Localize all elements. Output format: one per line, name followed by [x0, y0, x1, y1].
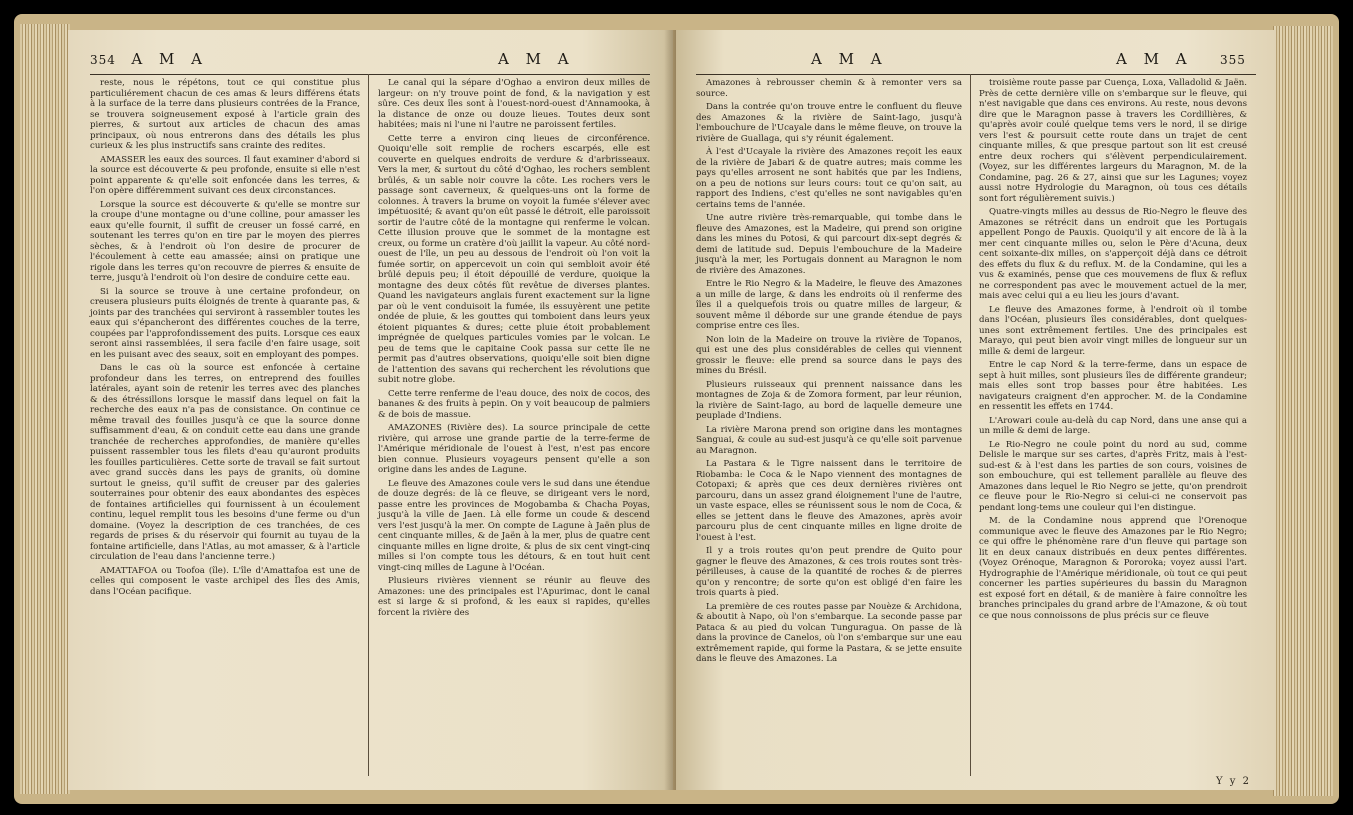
paragraph: Non loin de la Madeire on trouve la rivière de Topanos, qui est une des plus considérables de celles qui viennent grossir le fleuve: elle prend sa source dans le pays des mines du Brésil. [696, 334, 962, 376]
paragraph: AMAZONES (Rivière des). La source principale de cette rivière, qui arrose une grande partie de la terre-ferme de l'Amérique méridionale de l'ouest à l'est, n'est pas encore bien connue. Plusieurs voyageurs pensent qu'elle a son origine dans les andes de Lagune. [378, 423, 650, 475]
column-divider [970, 74, 971, 776]
paragraph: Dans le cas où la source est enfoncée à certaine profondeur dans les terres, on entreprend des fouilles latérales, ayant soin de retenir les terres avec des planches & des étréssillons lorsque le massif dans lequel on fait la recherche des eaux n'a pas de consistance. On continue ce même travail des fouilles jusqu'à ce que la source donne suffisamment d'eau, & on conduit cette eau dans une grande tranchée de recherches approfondies, de manière qu'elles puissent rassembler tous les filets d'eau qu'auront produits les fouilles particulières. Cette sorte de travail se fait surtout avec grand succès dans les pays de granits, où domine surtout le gneiss, qu'il suffit de creuser par des galeries souterraines pour obtenir des eaux abondantes des espèces de fontaines artificielles qui fournissent à un écoulement continu, lequel remplit tous les besoins d'une ferme ou d'un domaine. (Voyez la description de ces tranchées, de ces regards de prises & du réservoir qui fournit au tuyau de la fontaine artificielle, dans l'Atlas, au mot amasser, & à l'article circulation de l'eau dans l'ancienne terre.) [90, 363, 360, 562]
page-number: 355 [1220, 53, 1246, 67]
paragraph: Le fleuve des Amazones coule vers le sud dans une étendue de douze degrés: de là ce fleuve, se dirigeant vers le nord, passe entre les provinces de Mogobamba & Chacha Poyas, jusqu'à la ville de Jaen. Là elle forme un coude & descend vers l'est jusqu'à la mer. On compte de Lagune à Jaën plus de cent cinquante milles, & de Jaën à la mer, plus de quatre cent cinquante milles en ligne droite, & plus de six cent vingt-cinq milles si l'on compte tous les détours, & en tout huit cent vingt-cinq milles de Lagune à l'Océan. [378, 478, 650, 573]
paragraph: Si la source se trouve à une certaine profondeur, on creusera plusieurs puits éloignés de trente à quarante pas, & joints par des tranchées qui serviront à rassembler toutes les eaux qui s'épancheront des différentes couches de la terre, coupées par l'approfondissement des puits. Lorsque ces eaux seront ainsi rassemblées, il sera facile d'en faire usage, soit en les puisant avec des seaux, soit en employant des pompes. [90, 286, 360, 360]
left-page-header-right [498, 50, 575, 68]
paragraph: À l'est d'Ucayale la rivière des Amazones reçoit les eaux de la rivière de Jabari & de quatre autres; mais comme les pays qu'elles arrosent ne sont habités que par les Indiens, on a peu de notions sur leurs cours: tout ce qu'on sait, au rapport des Indiens, c'est qu'elles ne sont navigables qu'en certains tems de l'année. [696, 147, 962, 210]
page-edges-left [20, 24, 70, 794]
running-headword: A M A [498, 50, 575, 68]
paragraph: Entre le cap Nord & la terre-ferme, dans un espace de sept à huit milles, sont plusieurs îles de différente grandeur; mais elles sont trop basses pour être habitées. Les navigateurs craignent d'en approcher. M. de la Condamine en ressentit les effets en 1744. [979, 360, 1247, 412]
paragraph: Plusieurs rivières viennent se réunir au fleuve des Amazones: une des principales est l'Apurimac, dont le canal est si large & si profond, & les eaux si rapides, qu'elles forcent la rivière des [378, 576, 650, 618]
paragraph: troisième route passe par Cuença, Loxa, Valladolid & Jaën. Près de cette dernière ville on s'embarque sur le fleuve, qui n'est navigable que dans ces environs. Au reste, nous devons dire que le Maragnon passe à travers les Cordillières, & qu'après avoir coulé quelque tems vers le nord, il se dirige vers l'est & poursuit cette route dans un trajet de cent cinquante milles, & que presque partout son lit est creusé entre deux rochers qui s'élèvent perpendiculairement. (Voyez, sur les différentes largeurs du Maragnon, M. de la Condamine, pag. 26 & 27, ainsi que sur les Lagunes; voyez aussi notre Hydrologie du Maragnon, où tous ces détails sont fort régulièrement suivis.) [979, 78, 1247, 204]
paragraph: M. de la Condamine nous apprend que l'Orenoque communique avec le fleuve des Amazones par le Rio Negro; ce qui offre le phénomène rare d'un fleuve qui partage son lit en deux canaux distribués en deux pentes différentes. (Voyez Orénoque, Maragnon & Pororoka; voyez aussi l'art. Hydrographie de l'Amérique méridionale, où tout ce qui peut concerner les parties supérieures du bassin du Maragnon est exposé fort en détail, & de manière à faire connoître les branches principales du grand arbre de l'Amazone, & où tout ce que nous connoissons de plus précis sur ce fleuve [979, 516, 1247, 621]
paragraph: Cette terre renferme de l'eau douce, des noix de cocos, des bananes & des fruits à pepin. On y voit beaucoup de palmiers & de bois de massue. [378, 388, 650, 420]
paragraph: Entre le Rio Negro & la Madeire, le fleuve des Amazones a un mille de large, & dans les endroits où il renferme des îles il a quelquefois trois ou quatre milles de largeur, & souvent même il déborde sur une grande étendue de pays comprise entre ces îles. [696, 279, 962, 331]
header-rule [90, 74, 650, 75]
paragraph: Amazones à rebrousser chemin & à remonter vers sa source. [696, 78, 962, 99]
paragraph: Le fleuve des Amazones forme, à l'endroit où il tombe dans l'Océan, plusieurs îles considérables, dont quelques-unes sont extrêmement fertiles. Une des principales est Marayo, qui peut bien avoir vingt milles de longueur sur un mille & demi de largeur. [979, 304, 1247, 357]
paragraph: La Pastara & le Tigre naissent dans le territoire de Riobamba: le Coca & le Napo viennent des montagnes de Cotopaxi; & après que ces deux dernières rivières ont parcouru, dans un assez grand éloignement l'une de l'autre, un vaste espace, elles se réunissent sous le nom de Coca, & elles se jettent dans le fleuve des Amazones, après avoir parcouru plus de cent cinquante milles en ligne droite de l'ouest à l'est. [696, 459, 962, 543]
right-page-header-right [1116, 50, 1246, 68]
column-divider [368, 74, 369, 776]
left-page-column-1 [90, 78, 360, 600]
page-edges-right [1273, 26, 1333, 796]
left-page-column-2 [378, 78, 650, 621]
left-page [68, 30, 673, 790]
paragraph: AMATTAFOA ou Toofoa (île). L'île d'Amattafoa est une de celles qui composent le vaste archipel des Îles des Amis, dans l'Océan pacifique. [90, 565, 360, 597]
paragraph: L'Arowari coule au-delà du cap Nord, dans une anse qui a un mille & demi de large. [979, 415, 1247, 436]
right-page [676, 30, 1276, 790]
paragraph: Cette terre a environ cinq lieues de circonférence. Quoiqu'elle soit remplie de rochers escarpés, elle est couverte en quelques endroits de verdure & d'arbrisseaux. Vers la mer, & surtout du côté d'Oghao, les rochers semblent brûlés, & un sable noir couvre la côte. Les rochers vers le passage sont caverneux, & quelques-uns ont la forme de colonnes. À travers la brume on voyoit la fumée s'élever avec impétuosité; & avant qu'on eût passé le détroit, elle paroissoit sortir de l'autre côté de la montagne qui renferme le volcan. Cette illusion prouve que le sommet de la montagne est creux, ou forme un cratère d'où jaillit la vapeur. Au côté nord-ouest de l'île, un peu au dessous de l'endroit où l'on voit la fumée sortir, on appercevoit un coin qui sembloit avoir été brûlé depuis peu; il étoit dépouillé de verdure, quoique la montagne des deux côtés fût revêtue de diverses plantes. Quand les navigateurs anglais furent exactement sur la ligne par où le vent conduisoit la fumée, ils essuyèrent une petite ondée de pluie, & les gouttes qui tomboient dans leurs yeux étoient piquantes & dures; cette pluie étoit probablement imprégnée de quelques particules vomies par le volcan. Le peu de tems que le capitaine Cook passa sur cette île ne permit pas d'autres observations, quoiqu'elle soit bien digne de l'attention des savans qui recherchent les révolutions que subit notre globe. [378, 133, 650, 385]
right-page-column-2 [979, 78, 1247, 624]
paragraph: Une autre rivière très-remarquable, qui tombe dans le fleuve des Amazones, est la Madeire, qui prend son origine dans les mines du Potosi, & qui parcourt dix-sept degrés & demi de latitude sud. Depuis l'embouchure de la Madeire jusqu'à la mer, les Portugais donnent au Maragnon le nom de rivière des Amazones. [696, 213, 962, 276]
running-headword: A M A [131, 50, 208, 68]
page-number: 354 [90, 53, 116, 67]
header-rule [696, 74, 1256, 75]
paragraph: AMASSER les eaux des sources. Il faut examiner d'abord si la source est découverte & peu profonde, ensuite si elle n'est point apparente & qu'elle soit enfoncée dans les terres, & l'on opère différemment suivant ces deux circonstances. [90, 154, 360, 196]
paragraph: Dans la contrée qu'on trouve entre le confluent du fleuve des Amazones & la rivière de Saint-Iago, jusqu'à l'embouchure de l'Ucayale dans le même fleuve, on trouve la rivière de Guallaga, qui s'y réunit également. [696, 102, 962, 144]
paragraph: La première de ces routes passe par Nouèze & Archidona, & aboutit à Napo, où l'on s'embarque. La seconde passe par Pataca & au pied du volcan Tunguragua. On passe de là dans la province de Canelos, où l'on s'embarque sur une eau extrêmement rapide, qui forme la Pastara, & se jette ensuite dans le fleuve des Amazones. La [696, 601, 962, 664]
left-page-header-left [90, 50, 208, 68]
running-headword: A M A [1116, 50, 1193, 68]
paragraph: Le Rio-Negro ne coule point du nord au sud, comme Delisle le marque sur ses cartes, d'après Fritz, mais à l'est-sud-est & à l'est dans les parties de son cours, voisines de son embouchure, qui est tellement parallèle au fleuve des Amazones dans lequel le Rio Negro se jette, qu'on prendroit ce fleuve pour le Rio-Negro si celui-ci ne conservoit pas pendant long-tems une couleur qui l'en distingue. [979, 439, 1247, 513]
paragraph: Plusieurs ruisseaux qui prennent naissance dans les montagnes de Zoja & de Zomora forment, par leur réunion, la rivière de Saint-Iago, au bord de laquelle demeure une peuplade d'Indiens. [696, 379, 962, 421]
right-page-column-1 [696, 78, 962, 668]
paragraph: reste, nous le répétons, tout ce qui constitue plus particuliérement chacun de ces amas & leurs différens états à la surface de la terre dans plusieurs contrées de la France, se trouvera soigneusement exposé à l'article grain des pierres, & surtout aux articles de chacun des amas principaux, où nous entrerons dans des détails les plus curieux & les plus instructifs sans crainte des redites. [90, 78, 360, 151]
signature-mark: Y y 2 [1216, 776, 1251, 787]
running-headword: A M A [811, 50, 888, 68]
paragraph: Lorsque la source est découverte & qu'elle se montre sur la croupe d'une montagne ou d'une colline, pour amasser les eaux qu'elle fournit, il suffit de creuser un fossé carré, en soutenant les terres qu'on en tire par le moyen des pierres sèches, & à l'endroit où l'on desire de procurer de l'écoulement à cette eau amassée; ainsi on pratique une rigole dans les terres qu'on recouvre de pierres & ensuite de terre, jusqu'à l'endroit où l'on desire de conduire cette eau. [90, 199, 360, 283]
right-page-header-left [811, 50, 888, 68]
paragraph: La rivière Marona prend son origine dans les montagnes Sanguai, & coule au sud-est jusqu'à ce qu'elle soit parvenue au Maragnon. [696, 424, 962, 456]
paragraph: Quatre-vingts milles au dessus de Rio-Negro le fleuve des Amazones se rétrécit dans un endroit que les Portugais appellent Pongo de Pauxis. Quoiqu'il y ait encore de là à la mer cent cinquante milles ou, selon le Père d'Acuna, deux cent soixante-dix milles, on s'apperçoit déjà dans ce détroit des effets du flux & du reflux. M. de la Condamine, qui les a vus & examinés, pense que ces mouvemens de flux & reflux ne correspondent pas avec le mouvement actuel de la mer, mais avec celui qui a eu lieu les jours d'avant. [979, 207, 1247, 301]
paragraph: Il y a trois routes qu'on peut prendre de Quito pour gagner le fleuve des Amazones, & ces trois routes sont très-périlleuses, à cause de la quantité de roches & de pierres qu'on y rencontre; de sorte qu'on est obligé d'en faire les trois quarts à pied. [696, 546, 962, 598]
paragraph: Le canal qui la sépare d'Oghao a environ deux milles de largeur: on n'y trouve point de fond, & la navigation y est sûre. Ces deux îles sont à l'ouest-nord-ouest d'Annamooka, à la distance de onze ou douze lieues. Toutes deux sont habitées; mais ni l'une ni l'autre ne paroissent fertiles. [378, 78, 650, 130]
